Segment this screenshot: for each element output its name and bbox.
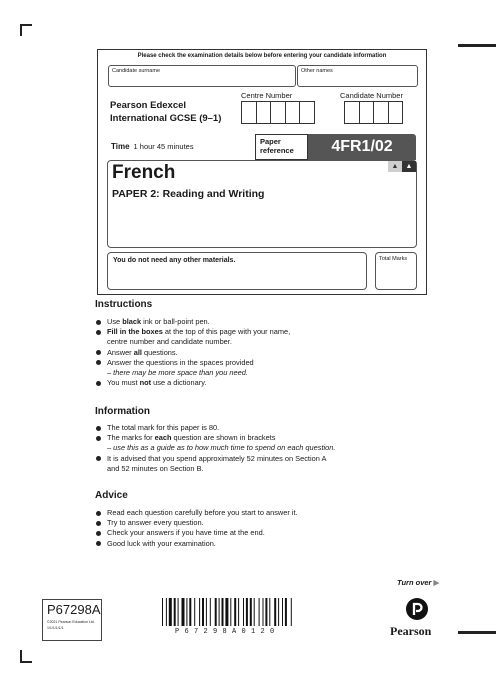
candidate-number-digit[interactable] [344, 101, 360, 124]
candidate-surname-label: Candidate surname [112, 68, 161, 74]
advice-list [96, 508, 396, 549]
centre-number-digit[interactable] [270, 101, 286, 124]
barcode-image [162, 598, 324, 626]
candidate-number-digit[interactable] [388, 101, 404, 124]
paper-code: P67298A [47, 602, 101, 617]
exam-board: Pearson Edexcel [110, 100, 187, 111]
triangle-up-dark-icon: ▲ [402, 161, 416, 172]
materials-note: You do not need any other materials. [113, 257, 236, 264]
other-names-label: Other names [301, 68, 333, 74]
time-label: Time [111, 142, 130, 151]
edge-bar-bottom [458, 631, 496, 634]
list-item: Check your answers if you have time at the end. [96, 528, 396, 538]
paper-reference-label-line2: reference [260, 146, 294, 155]
list-item: The total mark for this paper is 80. [96, 423, 396, 433]
qualification: International GCSE (9–1) [110, 113, 222, 124]
paper-reference-label [255, 134, 308, 160]
list-item: Try to answer every question. [96, 518, 396, 528]
list-item: The marks for each question are shown in brackets – use this as a guide as to how much time to spend on each question. [96, 433, 396, 453]
list-item: Read each question carefully before you start to answer it. [96, 508, 396, 518]
check-notice: Please check the examination details below before entering your candidate information [137, 53, 387, 59]
subject-box [107, 160, 417, 248]
paper-reference-label-line1: Paper [260, 137, 281, 146]
time-allowed [111, 142, 194, 151]
total-marks-box[interactable] [375, 252, 417, 290]
other-names-field[interactable] [297, 65, 418, 87]
centre-number-digit[interactable] [241, 101, 257, 124]
candidate-number-digit[interactable] [373, 101, 389, 124]
turn-over [397, 578, 439, 587]
list-item: Good luck with your examination. [96, 539, 396, 549]
corner-mark-bottom-horizontal [20, 661, 32, 663]
candidate-number-digit[interactable] [359, 101, 375, 124]
sequence-number: 1/1/1/1/1/1 [47, 626, 64, 630]
time-value: 1 hour 45 minutes [133, 142, 194, 151]
centre-number-boxes[interactable] [241, 101, 314, 124]
barcode-text: P67298A0120 [175, 628, 280, 636]
instructions-heading: Instructions [95, 299, 153, 310]
list-item: It is advised that you spend approximately 52 minutes on Section A and 52 minutes on Section B. [96, 454, 396, 474]
paper-title: PAPER 2: Reading and Writing [112, 188, 265, 200]
centre-number-digit[interactable] [299, 101, 315, 124]
materials-note-box [107, 252, 367, 290]
list-item: Use black ink or ball-point pen. [96, 317, 396, 327]
corner-mark-top-vertical [20, 24, 22, 36]
candidate-surname-field[interactable] [108, 65, 296, 87]
candidate-number-boxes[interactable] [344, 101, 402, 124]
advice-heading: Advice [95, 490, 128, 501]
information-heading: Information [95, 406, 150, 417]
list-item: Answer the questions in the spaces provided – there may be more space than you need. [96, 358, 396, 378]
candidate-number-label: Candidate Number [340, 91, 403, 100]
turn-over-label: Turn over [397, 578, 432, 587]
list-item: Answer all questions. [96, 348, 396, 358]
paper-reference-code: 4FR1/02 [308, 134, 416, 160]
corner-mark-top-horizontal [20, 24, 32, 26]
paper-arrows [388, 161, 416, 172]
paper-code-box [42, 599, 102, 641]
candidate-details-box [97, 49, 427, 295]
pearson-logo-icon [406, 598, 428, 620]
information-list [96, 423, 396, 474]
list-item: You must not use a dictionary. [96, 378, 396, 388]
instructions-list [96, 317, 396, 388]
copyright: ©2021 Pearson Education Ltd. [47, 620, 95, 624]
triangle-up-icon: ▲ [388, 161, 402, 172]
pearson-wordmark: Pearson [390, 624, 432, 638]
subject-title: French [112, 162, 176, 183]
centre-number-label: Centre Number [241, 91, 293, 100]
play-triangle-icon: ▶ [433, 578, 440, 587]
edge-bar-top [458, 44, 496, 47]
total-marks-label: Total Marks [379, 256, 408, 262]
centre-number-digit[interactable] [256, 101, 272, 124]
list-item: Fill in the boxes at the top of this page with your name, centre number and candidate number. [96, 327, 396, 347]
centre-number-digit[interactable] [285, 101, 301, 124]
